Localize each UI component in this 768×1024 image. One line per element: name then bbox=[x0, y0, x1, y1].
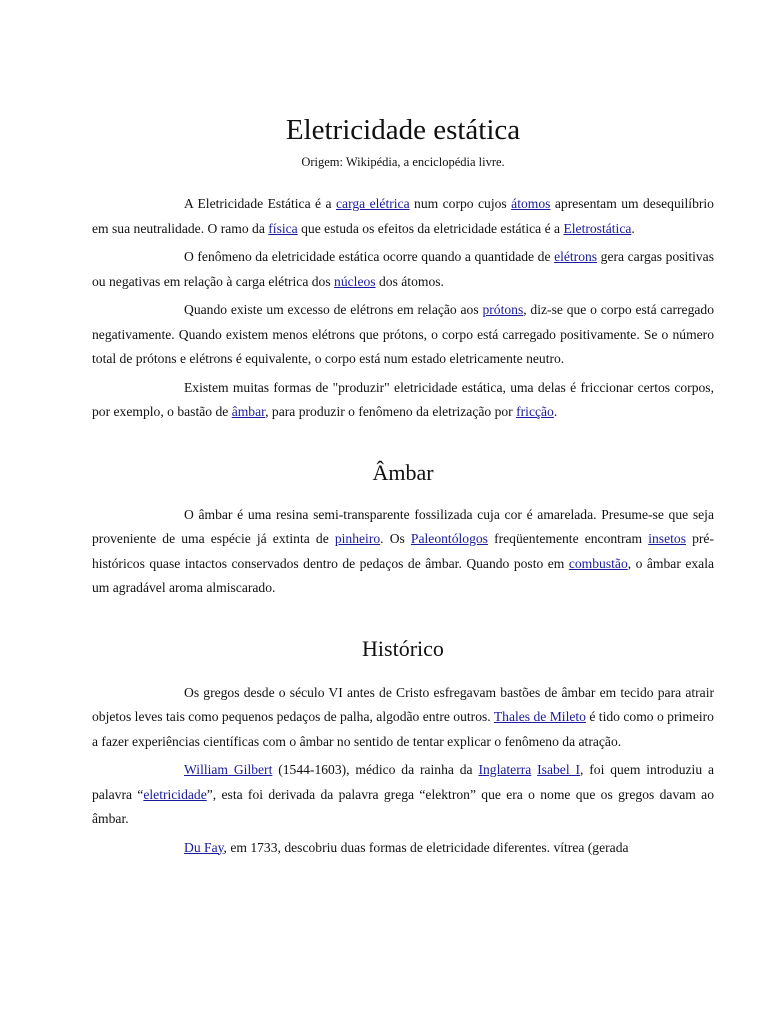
text: , em 1733, descobriu duas formas de eletricidade diferentes. vítrea (gerada bbox=[223, 839, 629, 855]
section-heading-historico: Histórico bbox=[362, 635, 444, 661]
intro-paragraph-2 bbox=[92, 245, 714, 294]
link-thales-de-mileto[interactable]: Thales de Mileto bbox=[493, 709, 586, 724]
text: A Eletricidade Estática é a bbox=[184, 196, 336, 211]
text: ”, esta foi derivada da palavra grega “elektron” que era o nome que os gregos davam ao âmbar. bbox=[92, 786, 714, 826]
text: O âmbar é uma resina semi-transparente fossilizada cuja cor é amarelada. Presume-se que seja proveniente de uma espécie já extinta de bbox=[92, 506, 714, 546]
text: . bbox=[553, 404, 558, 419]
link-eletrons[interactable]: elétrons bbox=[554, 249, 598, 264]
link-protons[interactable]: prótons bbox=[482, 302, 524, 317]
historico-paragraph-2 bbox=[92, 758, 714, 832]
link-eletricidade[interactable]: eletricidade bbox=[143, 786, 207, 802]
link-carga-eletrica[interactable]: carga elétrica bbox=[336, 196, 410, 211]
link-pinheiro[interactable]: pinheiro bbox=[334, 531, 381, 546]
text: gera cargas positivas ou negativas em relação à carga elétrica dos bbox=[92, 249, 715, 289]
text: , diz-se que o corpo está carregado negativamente. Quando existem menos elétrons que prótons, o corpo está carregado positivamente. Se o número total de prótons e elétrons é equivalente, o corpo está num estado eletricamente neutro. bbox=[92, 302, 714, 366]
link-du-fay[interactable]: Du Fay bbox=[184, 839, 224, 855]
text: Os gregos desde o século VI antes de Cristo esfregavam bastões de âmbar em tecido para atrair objetos leves tais como pequenos pedaços de palha, algodão entre outros. bbox=[92, 684, 714, 724]
link-friccao[interactable]: fricção bbox=[516, 404, 554, 419]
origin-line: Origem: Wikipédia, a enciclopédia livre. bbox=[301, 155, 505, 169]
text: que estuda os efeitos da eletricidade estática é a bbox=[297, 220, 564, 236]
text: num corpo cujos bbox=[409, 196, 512, 211]
historico-paragraph-3 bbox=[92, 836, 714, 861]
text: apresentam um desequilíbrio em sua neutralidade. O ramo da bbox=[92, 196, 714, 236]
link-fisica[interactable]: física bbox=[268, 220, 298, 236]
text: dos átomos. bbox=[375, 273, 444, 289]
text: (1544-1603), médico da rainha da bbox=[272, 762, 479, 777]
text: O fenômeno da eletricidade estática ocorre quando a quantidade de bbox=[184, 249, 555, 264]
link-atomos[interactable]: átomos bbox=[511, 196, 551, 211]
link-nucleos[interactable]: núcleos bbox=[334, 273, 376, 289]
link-paleontologos[interactable]: Paleontólogos bbox=[410, 531, 488, 546]
text: , o âmbar exala um agradável aroma almiscarado. bbox=[92, 555, 715, 595]
intro-paragraph-1 bbox=[92, 192, 714, 241]
text: . bbox=[631, 220, 635, 236]
link-isabel-i[interactable]: Isabel I bbox=[537, 762, 580, 777]
ambar-paragraph-1 bbox=[92, 503, 714, 601]
text: é tido como o primeiro a fazer experiências científicas com o âmbar no sentido de tentar explicar o fenômeno da atração. bbox=[92, 709, 714, 749]
page-title: Eletricidade estática bbox=[285, 114, 521, 146]
intro-paragraph-4 bbox=[92, 376, 714, 425]
link-combustao[interactable]: combustão bbox=[568, 555, 628, 571]
text: freqüentemente encontram bbox=[487, 531, 649, 546]
section-heading-ambar: Âmbar bbox=[372, 459, 434, 485]
text: Existem muitas formas de "produzir" eletricidade estática, uma delas é friccionar certos corpos, por exemplo, o bastão de bbox=[92, 379, 714, 419]
link-william-gilbert[interactable]: William Gilbert bbox=[184, 762, 273, 777]
intro-paragraph-3 bbox=[92, 298, 714, 372]
text: pré-históricos quase intactos conservados dentro de pedaços de âmbar. Quando posto em bbox=[92, 531, 714, 571]
text: Quando existe um excesso de elétrons em relação aos bbox=[184, 302, 483, 317]
text: . Os bbox=[380, 531, 411, 546]
historico-paragraph-1 bbox=[92, 681, 714, 755]
link-eletrostatica[interactable]: Eletrostática bbox=[563, 220, 632, 236]
link-insetos[interactable]: insetos bbox=[648, 531, 686, 546]
text: , para produzir o fenômeno da eletrização por bbox=[265, 404, 517, 419]
link-inglaterra[interactable]: Inglaterra bbox=[478, 762, 532, 777]
link-ambar[interactable]: âmbar bbox=[231, 404, 266, 419]
text: , foi quem introduziu a palavra “ bbox=[92, 762, 715, 802]
